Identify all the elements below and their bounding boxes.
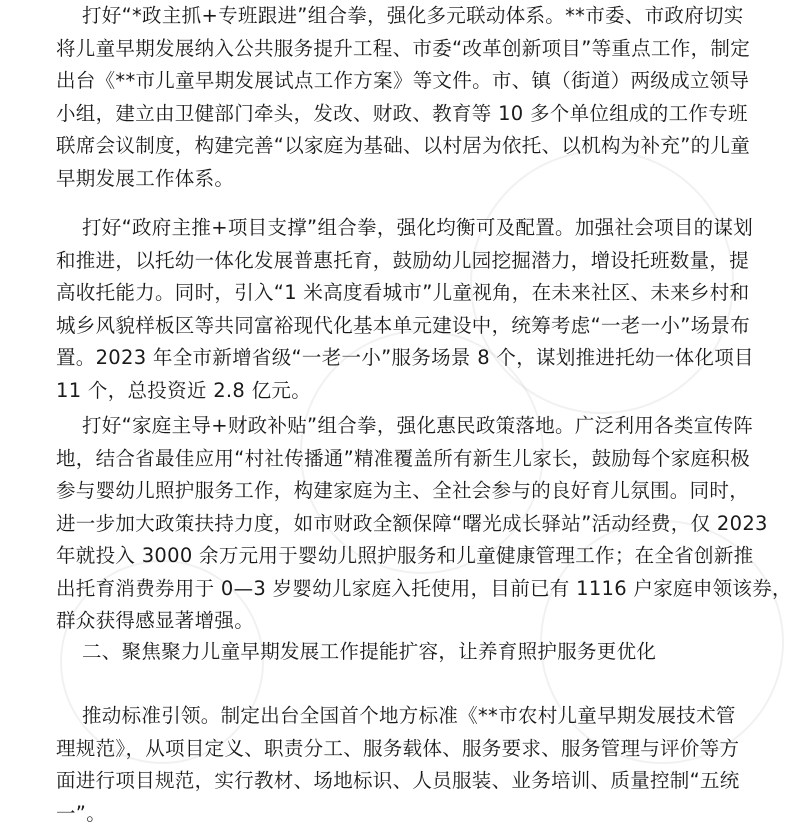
paragraph-line: 城乡风貌样板区等共同富裕现代化基本单元建设中，统筹考虑“一老一小”场景布	[56, 310, 780, 343]
paragraph-line: 打好“政府主推+项目支撑”组合拳，强化均衡可及配置。加强社会项目的谋划	[56, 212, 780, 245]
paragraph-line: 参与婴幼儿照护服务工作，构建家庭为主、全社会参与的良好育儿氛围。同时，	[56, 475, 780, 508]
paragraph-line: 打好“*政主抓+专班跟进”组合拳，强化多元联动体系。**市委、市政府切实	[56, 0, 780, 33]
paragraph-line: 进一步加大政策扶持力度，如市财政全额保障“曙光成长驿站”活动经费，仅 2023	[56, 508, 780, 541]
section-heading: 二、聚焦聚力儿童早期发展工作提能扩容，让养育照护服务更优化	[56, 636, 656, 669]
paragraph-1	[56, 0, 780, 195]
paragraph-line: 小组，建立由卫健部门牵头，发改、财政、教育等 10 多个单位组成的工作专班	[56, 98, 780, 131]
paragraph-line: 置。2023 年全市新增省级“一老一小”服务场景 8 个，谋划推进托幼一体化项目	[56, 342, 780, 375]
paragraph-3	[56, 410, 780, 638]
paragraph-line: 推动标准引领。制定出台全国首个地方标准《**市农村儿童早期发展技术管	[56, 700, 780, 733]
paragraph-line: 打好“家庭主导+财政补贴”组合拳，强化惠民政策落地。广泛利用各类宣传阵	[56, 410, 780, 443]
paragraph-2	[56, 212, 780, 407]
paragraph-line: 高收托能力。同时，引入“1 米高度看城市”儿童视角，在未来社区、未来乡村和	[56, 277, 780, 310]
paragraph-line: 群众获得感显著增强。	[56, 605, 780, 638]
paragraph-line: 出台《**市儿童早期发展试点工作方案》等文件。市、镇（街道）两级成立领导	[56, 65, 780, 98]
paragraph-line: 一”。	[56, 798, 780, 830]
paragraph-line: 和推进，以托幼一体化发展普惠托育，鼓励幼儿园挖掘潜力，增设托班数量，提	[56, 245, 780, 278]
paragraph-line: 面进行项目规范，实行教材、场地标识、人员服装、业务培训、质量控制“五统	[56, 765, 780, 798]
paragraph-line: 出托育消费券用于 0—3 岁婴幼儿家庭入托使用，目前已有 1116 户家庭申领该券，	[56, 573, 780, 606]
paragraph-line: 年就投入 3000 余万元用于婴幼儿照护服务和儿童健康管理工作；在全省创新推	[56, 540, 780, 573]
paragraph-line: 将儿童早期发展纳入公共服务提升工程、市委“改革创新项目”等重点工作，制定	[56, 33, 780, 66]
paragraph-line: 联席会议制度，构建完善“以家庭为基础、以村居为依托、以机构为补充”的儿童	[56, 130, 780, 163]
paragraph-line: 11 个，总投资近 2.8 亿元。	[56, 375, 780, 408]
paragraph-line: 地，结合省最佳应用“村社传播通”精准覆盖所有新生儿家长，鼓励每个家庭积极	[56, 443, 780, 476]
paragraph-line: 理规范》，从项目定义、职责分工、服务载体、服务要求、服务管理与评价等方	[56, 733, 780, 766]
paragraph-line: 早期发展工作体系。	[56, 163, 780, 196]
paragraph-4	[56, 700, 780, 830]
